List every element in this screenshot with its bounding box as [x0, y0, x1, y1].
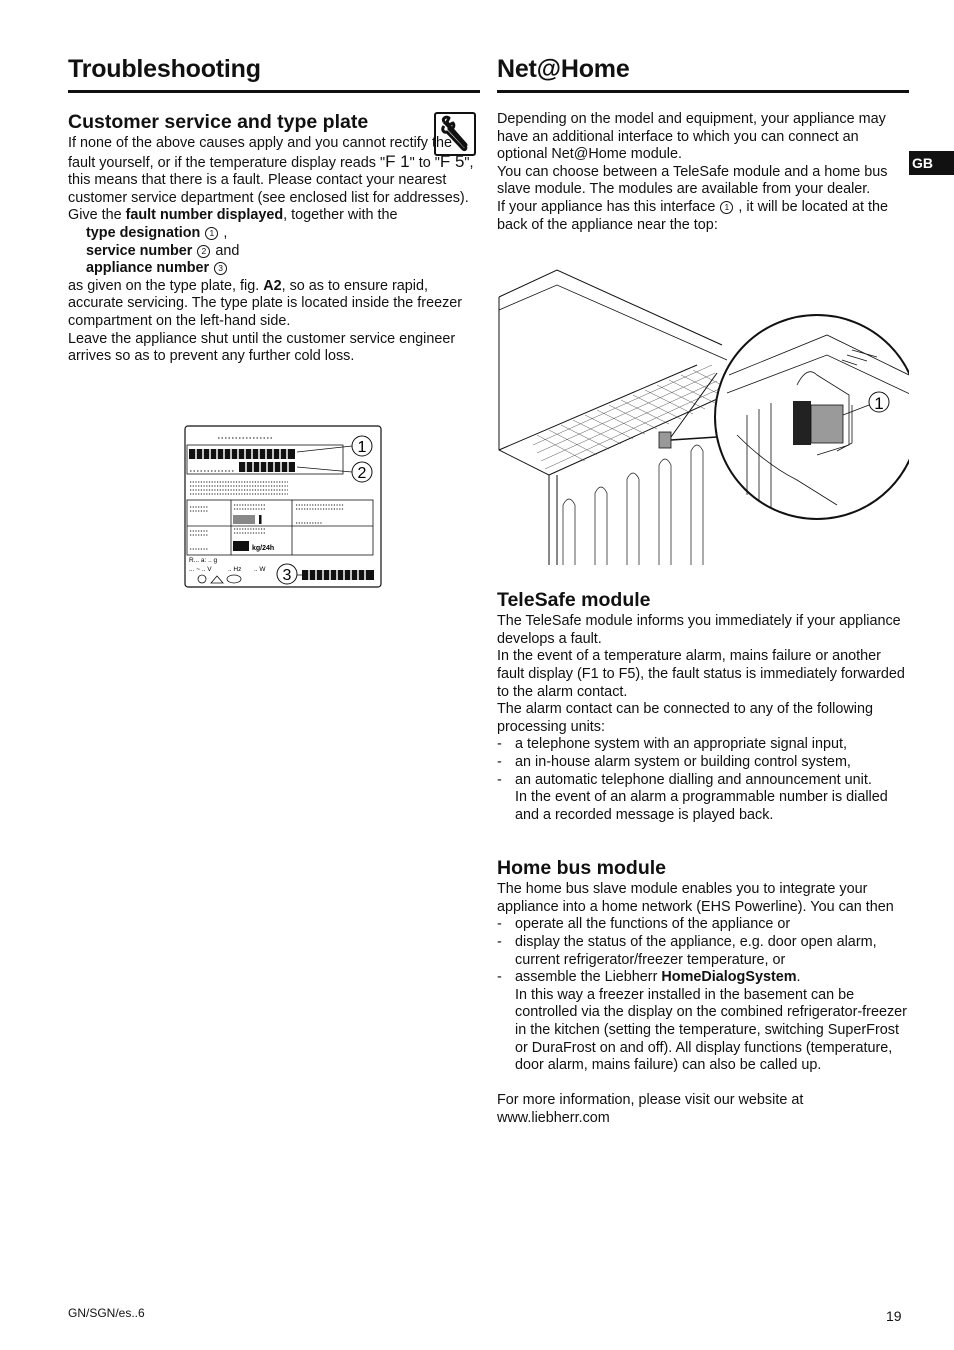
text: In the event of an alarm a programmable number is dialled and a recorded message is played back.	[515, 789, 888, 823]
plate-unit-label: kg/24h	[252, 545, 275, 552]
text: " to "	[409, 154, 440, 171]
circled-number: 3	[214, 262, 227, 275]
text: , together with the	[283, 207, 398, 224]
figure-callout-number: 1	[874, 394, 884, 413]
type-designation-item	[68, 225, 480, 243]
appliance-interface-figure	[497, 265, 909, 565]
wrench-icon	[434, 112, 476, 156]
fault-code-f5: F 5	[439, 151, 465, 171]
intro-paragraph-3	[497, 199, 909, 234]
text: .	[796, 969, 801, 986]
appliance-number-label: appliance number	[86, 260, 210, 277]
homebus-p1: The home bus slave module enables you to integrate your appliance into a home network (EHS Powerline). You can then	[497, 881, 894, 915]
telesafe-p1: The TeleSafe module informs you immediately if your appliance develops a fault.	[497, 613, 901, 647]
text: , so as to ensure rapid, accurate servicing. The type plate is located inside the freezer compartment on the left-hand side.	[68, 277, 463, 329]
type-designation-label: type designation	[86, 224, 201, 241]
plate-refrigerant-line: R... a: .. g	[189, 557, 218, 564]
intro-paragraph-2: You can choose between a TeleSafe module and a home bus slave module. The modules are available from your dealer.	[497, 163, 888, 198]
plate-frequency: .. Hz	[228, 566, 242, 573]
more-info-line: For more information, please visit our website at	[497, 1092, 804, 1109]
list-item: - operate all the functions of the appliance or	[497, 916, 909, 934]
barcode-row-1	[189, 449, 295, 459]
list-item: - a telephone system with an appropriate signal input,	[497, 736, 909, 754]
text: ", this means that there is a fault. Please contact your nearest customer service department (see enclosed list for addresses). Give the	[68, 154, 474, 224]
service-number-label: service number	[86, 242, 193, 259]
right-column	[497, 52, 909, 1128]
plate-power: .. W	[254, 566, 266, 573]
telesafe-p3: The alarm contact can be connected to any of the following processing units:	[497, 701, 873, 735]
barcode-row-3	[302, 570, 374, 580]
circled-number: 1	[205, 227, 218, 240]
circled-number: 2	[197, 245, 210, 258]
list-item	[497, 772, 909, 825]
intro-paragraph-1: Depending on the model and equipment, your appliance may have an additional interface to which you can connect an optional Net@Home module.	[497, 111, 886, 163]
appliance-number-item	[68, 260, 480, 278]
net-home-title: Net@Home	[497, 52, 909, 93]
callout-1-number: 1	[357, 439, 367, 456]
type-plate-figure	[184, 425, 384, 590]
text: as given on the type plate, fig.	[68, 277, 264, 294]
telesafe-heading: TeleSafe module	[497, 589, 651, 612]
cold-loss-paragraph: Leave the appliance shut until the customer service engineer arrives so as to prevent any further cold loss.	[68, 330, 456, 365]
telesafe-list	[497, 736, 909, 824]
website-link: www.liebherr.com	[497, 1110, 610, 1126]
fault-number-bold: fault number displayed	[125, 207, 284, 224]
service-number-item	[68, 243, 480, 261]
language-tab-gb: GB	[909, 151, 954, 175]
homebus-list	[497, 916, 909, 1074]
list-item: - an in-house alarm system or building control system,	[497, 754, 909, 772]
page-number: 19	[886, 1308, 902, 1324]
text: assemble the Liebherr	[515, 969, 662, 986]
interface-port-icon	[659, 432, 671, 448]
barcode-row-2	[239, 462, 295, 472]
telesafe-p2: In the event of a temperature alarm, mains failure or another fault display (F1 to F5), the fault status is immediately forwarded to the alarm contact.	[497, 648, 905, 700]
circled-number: 1	[720, 201, 733, 214]
callout-2-number: 2	[357, 465, 367, 482]
text: and	[215, 242, 240, 259]
text: If none of the above causes apply and you cannot rectify the fault yourself, or if the temperature display reads "	[68, 135, 453, 171]
homebus-heading: Home bus module	[497, 857, 667, 880]
text: In this way a freezer installed in the basement can be controlled via the display on the combined refrigerator-freezer in the kitchen (setting the temperature, switching SuperFrost or DuraFrost on and off). All display functions (temperature, door alarm, mains failure) can also be called up.	[515, 986, 907, 1074]
home-dialog-system: HomeDialogSystem	[661, 969, 797, 986]
left-column	[68, 52, 480, 366]
callout-3-number: 3	[282, 567, 292, 584]
customer-service-paragraph	[68, 135, 480, 225]
customer-service-heading: Customer service and type plate	[68, 111, 369, 133]
figure-ref: A2	[263, 277, 282, 294]
type-plate-paragraph	[68, 278, 480, 331]
text: an automatic telephone dialling and announcement unit.	[515, 771, 872, 788]
text: ,	[223, 224, 228, 241]
plate-voltage: ... ~ .. V	[189, 566, 212, 573]
fault-code-f1: F 1	[385, 151, 410, 171]
troubleshooting-title: Troubleshooting	[68, 52, 480, 93]
footer-model-code: GN/SGN/es..6	[68, 1306, 145, 1320]
text: , it will be located at the back of the appliance near the top:	[497, 198, 888, 233]
list-item	[497, 969, 909, 1075]
net-home-module-icon	[793, 401, 811, 445]
text: If your appliance has this interface	[497, 198, 716, 215]
list-item: - display the status of the appliance, e.g. door open alarm, current refrigerator/freezer temperature, or	[497, 934, 909, 969]
